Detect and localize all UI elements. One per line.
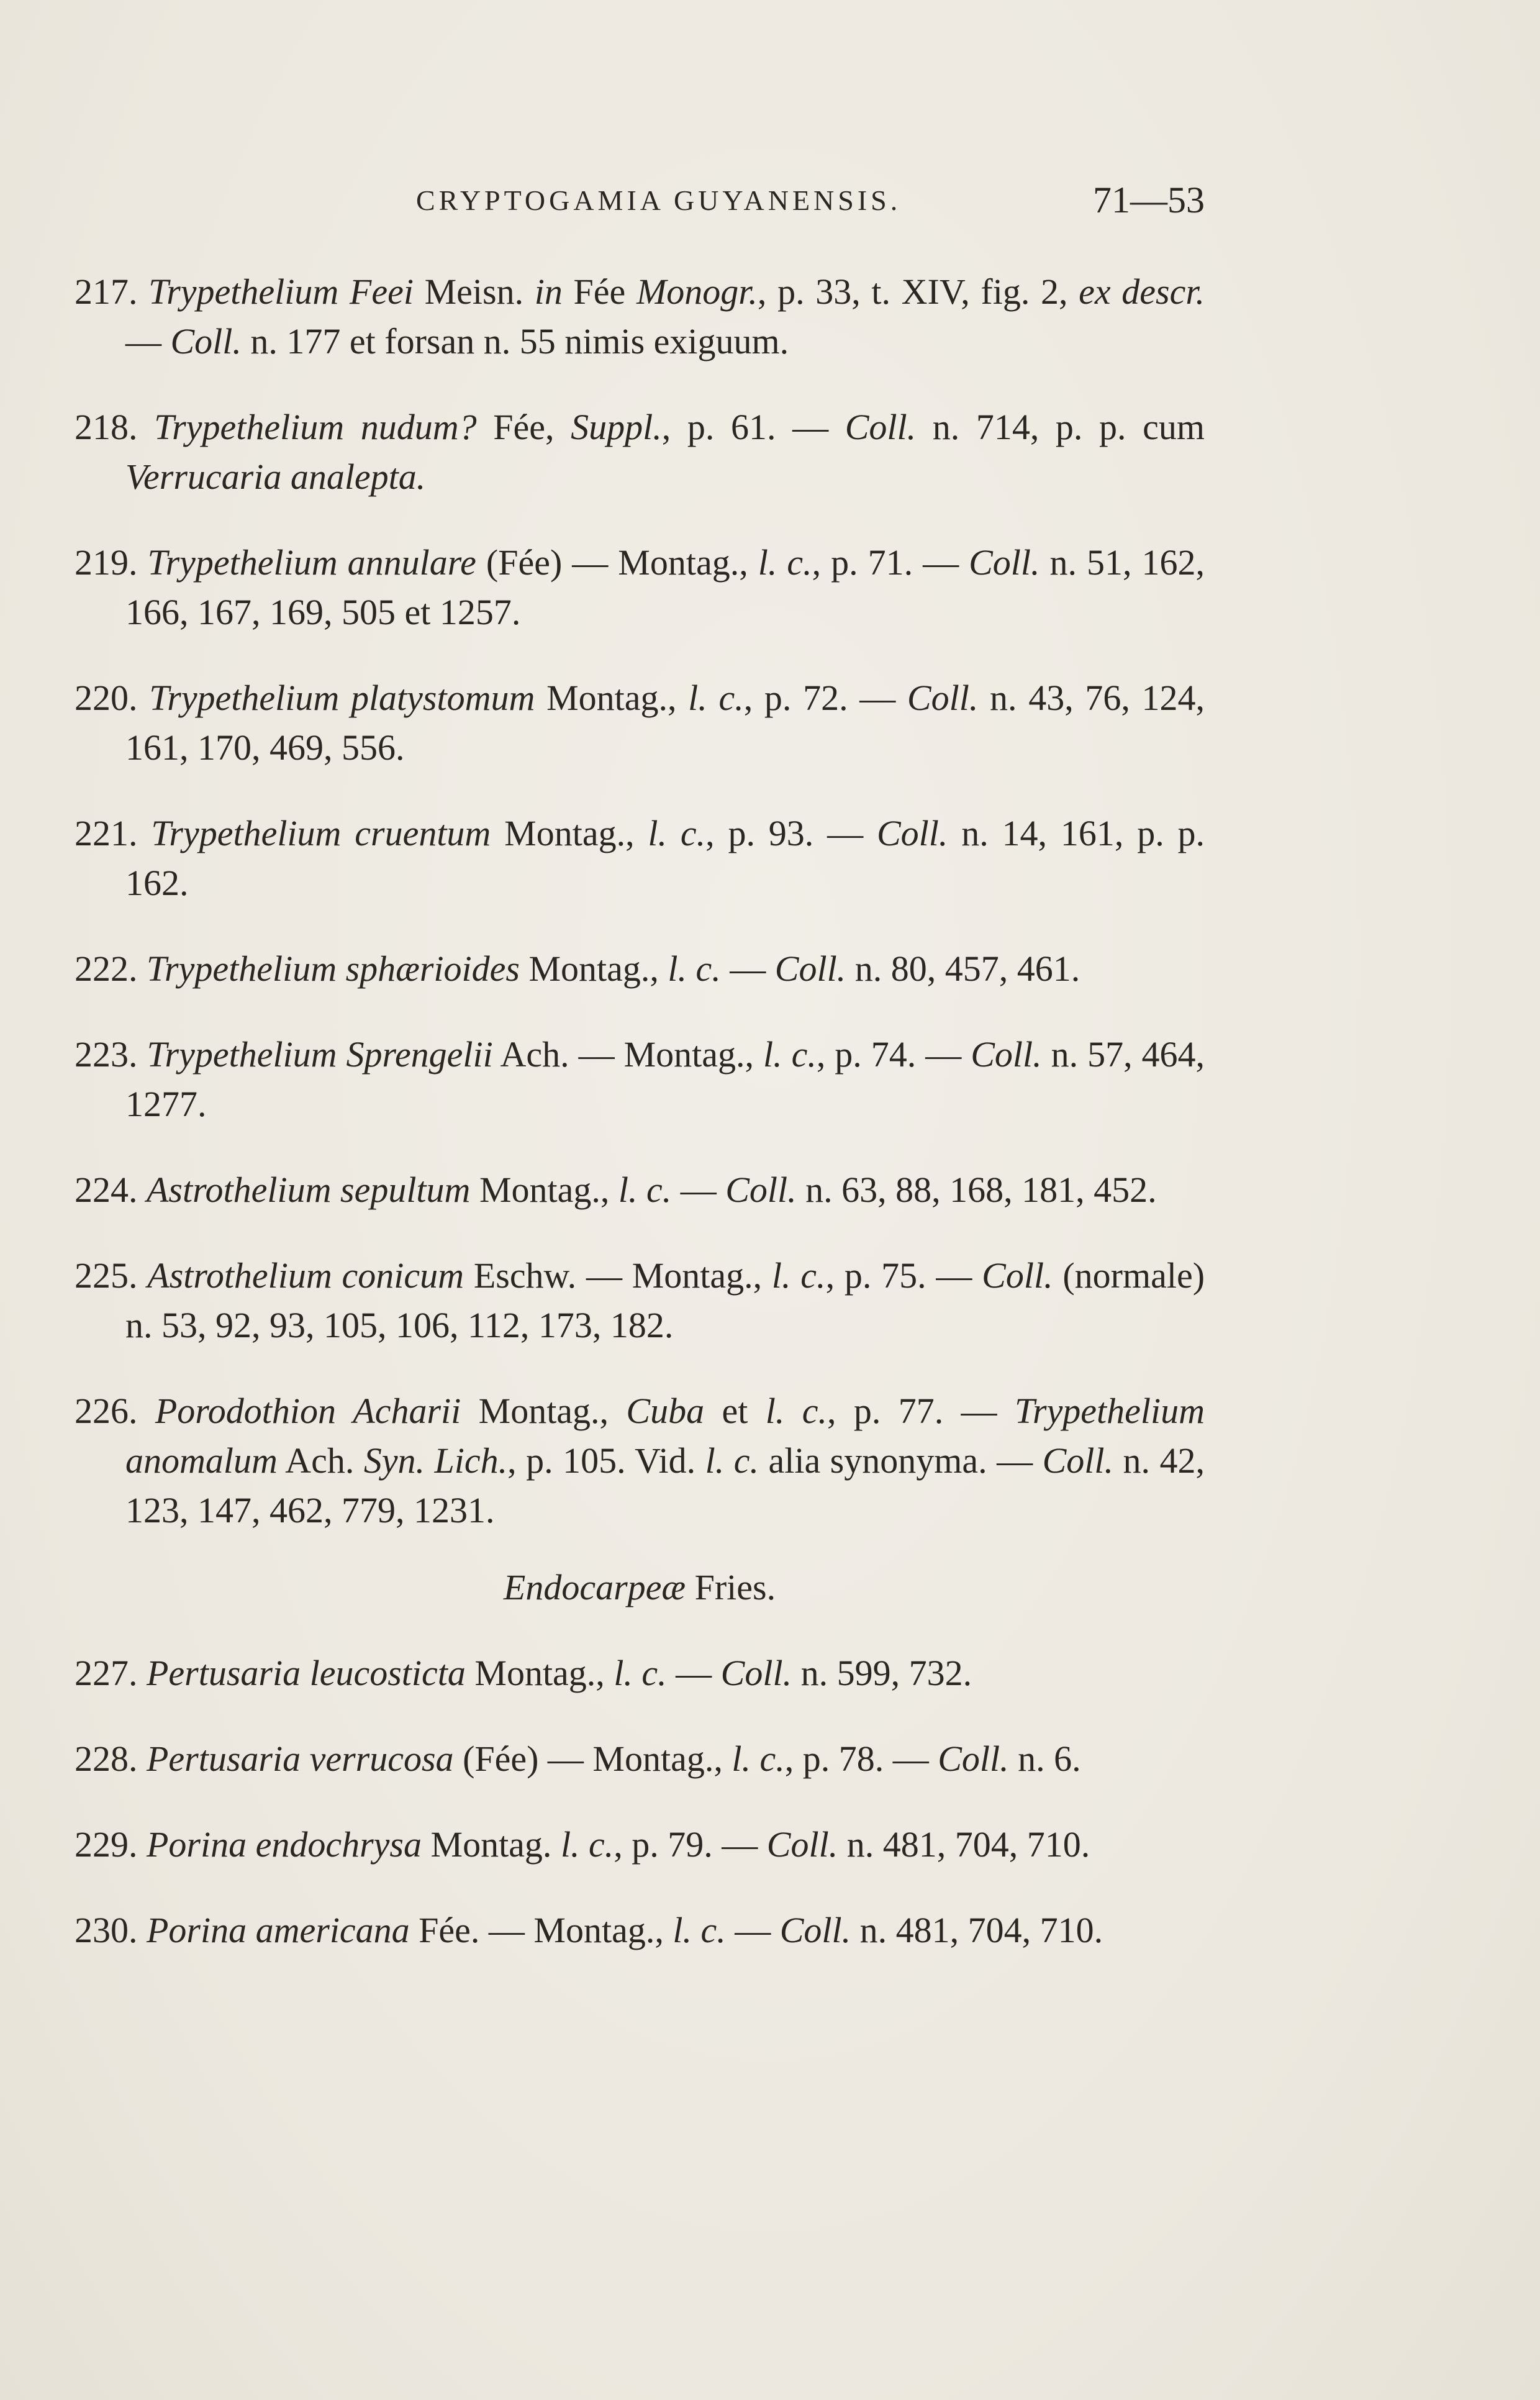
species-entry — [75, 809, 1205, 908]
entry-number: 229. — [75, 1824, 138, 1865]
italic-text: l. c. — [771, 1255, 826, 1296]
species-entry — [75, 944, 1205, 994]
italic-text: Coll. — [1042, 1440, 1114, 1481]
species-entry — [75, 1734, 1205, 1784]
entry-number: 218. — [75, 407, 138, 447]
entry-text: (normale) n. 53, 92, 93, 105, 106, 112, 173, 182. — [125, 1255, 1205, 1345]
entry-text: — — [666, 1653, 721, 1693]
entry-text: Montag., — [461, 1391, 627, 1431]
entry-text: (Fée) — Montag., — [453, 1739, 732, 1779]
entry-text: Ach. — [277, 1440, 364, 1481]
entry-text: Montag. — [422, 1824, 561, 1865]
italic-text: Coll. — [725, 1170, 797, 1210]
entry-number: 223. — [75, 1034, 138, 1075]
italic-text: Coll. — [876, 813, 948, 853]
entry-list — [75, 231, 1205, 1976]
italic-text: l. c. — [648, 813, 706, 853]
entry-text: Montag., — [535, 678, 689, 718]
italic-text: Coll. — [774, 948, 846, 989]
entry-text: n. 177 et forsan n. 55 nimis exiguum. — [241, 321, 789, 361]
entry-text: , p. 77. — — [827, 1391, 1015, 1431]
italic-text: Pertusaria verrucosa — [147, 1739, 454, 1779]
italic-text: l. c. — [758, 542, 812, 583]
italic-text: Coll. — [845, 407, 917, 447]
section-heading — [75, 1563, 1205, 1612]
page-number: 71—53 — [1093, 180, 1205, 220]
entry-text: Montag., — [491, 813, 648, 853]
italic-text: Trypethelium cruentum — [151, 813, 491, 853]
italic-text: Verrucaria analepta. — [125, 457, 426, 497]
entry-text: Fée, — [476, 407, 571, 447]
entry-number: 224. — [75, 1170, 138, 1210]
entry-text: n. 6. — [1008, 1739, 1081, 1779]
entry-text: , p. 74. — — [816, 1034, 971, 1075]
page-header — [75, 179, 1205, 222]
italic-text: l. c. — [688, 678, 744, 718]
italic-text: l. c. — [673, 1910, 726, 1950]
entry-number: 221. — [75, 813, 138, 853]
entry-number: 217. — [75, 271, 138, 312]
running-title: CRYPTOGAMIA GUYANENSIS. — [416, 184, 902, 216]
italic-text: Coll. — [779, 1910, 851, 1950]
entry-text: — — [671, 1170, 726, 1210]
section-author: Fries. — [686, 1567, 776, 1607]
italic-text: Coll. — [720, 1653, 792, 1693]
italic-text: Trypethelium anomalum — [125, 1391, 1205, 1481]
entry-text: , p. 61. — — [661, 407, 845, 447]
italic-text: Astrothelium conicum — [147, 1255, 464, 1296]
entry-text: , p. 75. — — [825, 1255, 982, 1296]
italic-text: in — [534, 271, 563, 312]
entry-text: , p. 78. — — [784, 1739, 938, 1779]
italic-text: l. c. — [668, 948, 721, 989]
italic-text: Trypethelium Sprengelii — [147, 1034, 493, 1075]
italic-text: Coll. — [907, 678, 979, 718]
entry-text: Fée — [562, 271, 636, 312]
entry-text: alia synonyma. — — [758, 1440, 1043, 1481]
entries-group-endocarpeae — [75, 1648, 1205, 1955]
entry-text: et — [704, 1391, 766, 1431]
italic-text: ex descr. — [1079, 271, 1205, 312]
entry-text: n. 599, 732. — [792, 1653, 972, 1693]
entry-text: n. 43, 76, 124, 161, 170, 469, 556. — [125, 678, 1205, 768]
species-entry — [75, 1648, 1205, 1698]
entry-text: Montag., — [470, 1170, 618, 1210]
entry-text: n. 63, 88, 168, 181, 452. — [796, 1170, 1157, 1210]
species-entry — [75, 1030, 1205, 1129]
italic-text: l. c. — [705, 1440, 759, 1481]
entry-text: n. 80, 457, 461. — [846, 948, 1080, 989]
entry-text: Eschw. — Montag., — [464, 1255, 772, 1296]
entry-text: , p. 33, t. XIV, fig. 2, — [757, 271, 1079, 312]
entry-text: — — [125, 321, 171, 361]
italic-text: Trypethelium nudum? — [154, 407, 477, 447]
italic-text: Coll. — [170, 321, 242, 361]
italic-text: Astrothelium sepultum — [147, 1170, 471, 1210]
species-entry — [75, 1251, 1205, 1350]
italic-text: Cuba — [626, 1391, 705, 1431]
entry-number: 225. — [75, 1255, 138, 1296]
entry-number: 230. — [75, 1910, 138, 1950]
italic-text: l. c. — [732, 1739, 785, 1779]
species-entry — [75, 1906, 1205, 1955]
entry-text: , p. 71. — — [812, 542, 969, 583]
entry-text: , p. 93. — — [705, 813, 877, 853]
italic-text: l. c. — [763, 1034, 817, 1075]
italic-text: Suppl. — [571, 407, 662, 447]
species-entry — [75, 402, 1205, 502]
entry-text: Montag., — [519, 948, 668, 989]
entry-text: n. 481, 704, 710. — [851, 1910, 1103, 1950]
entry-text: n. 481, 704, 710. — [838, 1824, 1090, 1865]
entries-group-trypethelieae — [75, 267, 1205, 1535]
italic-text: Coll. — [938, 1739, 1009, 1779]
entry-text: Ach. — Montag., — [492, 1034, 764, 1075]
entry-text: (Fée) — Montag., — [476, 542, 758, 583]
entry-text: Fée. — Montag., — [409, 1910, 673, 1950]
species-entry — [75, 267, 1205, 366]
italic-text: Trypethelium platystomum — [149, 678, 535, 718]
italic-text: Trypethelium Feei — [148, 271, 414, 312]
entry-text: , p. 105. Vid. — [507, 1440, 705, 1481]
italic-text: l. c. — [560, 1824, 614, 1865]
entry-text: n. 14, 161, p. p. 162. — [125, 813, 1205, 903]
italic-text: l. c. — [765, 1391, 827, 1431]
italic-text: Pertusaria leucosticta — [147, 1653, 466, 1693]
italic-text: Coll. — [982, 1255, 1053, 1296]
entry-text: — — [725, 1910, 780, 1950]
entry-text: — — [720, 948, 775, 989]
species-entry — [75, 673, 1205, 773]
entry-text: , p. 79. — — [614, 1824, 767, 1865]
entry-number: 220. — [75, 678, 138, 718]
species-entry — [75, 1386, 1205, 1535]
italic-text: Syn. Lich. — [363, 1440, 508, 1481]
italic-text: l. c. — [618, 1170, 672, 1210]
italic-text: Porina americana — [147, 1910, 410, 1950]
italic-text: Trypethelium sphærioides — [147, 948, 520, 989]
entry-text: Montag., — [465, 1653, 614, 1693]
entry-text: n. 42, 123, 147, 462, 779, 1231. — [125, 1440, 1205, 1530]
species-entry — [75, 538, 1205, 637]
entry-number: 222. — [75, 948, 138, 989]
entry-text: n. 51, 162, 166, 167, 169, 505 et 1257. — [125, 542, 1205, 632]
italic-text: Monogr. — [636, 271, 758, 312]
entry-text: Meisn. — [413, 271, 535, 312]
entry-number: 227. — [75, 1653, 138, 1693]
italic-text: Coll. — [766, 1824, 838, 1865]
section-title: Endocarpeæ — [503, 1567, 686, 1607]
entry-text: n. 714, p. p. cum — [916, 407, 1205, 447]
italic-text: Coll. — [969, 542, 1040, 583]
entry-number: 226. — [75, 1391, 138, 1431]
italic-text: l. c. — [614, 1653, 667, 1693]
species-entry — [75, 1820, 1205, 1870]
entry-text: , p. 72. — — [743, 678, 907, 718]
italic-text: Trypethelium annulare — [147, 542, 476, 583]
entry-number: 228. — [75, 1739, 138, 1779]
entry-text: n. 57, 464, 1277. — [125, 1034, 1205, 1124]
entry-number: 219. — [75, 542, 138, 583]
italic-text: Porina endochrysa — [147, 1824, 422, 1865]
italic-text: Porodothion Acharii — [155, 1391, 461, 1431]
italic-text: Coll. — [971, 1034, 1042, 1075]
species-entry — [75, 1165, 1205, 1215]
